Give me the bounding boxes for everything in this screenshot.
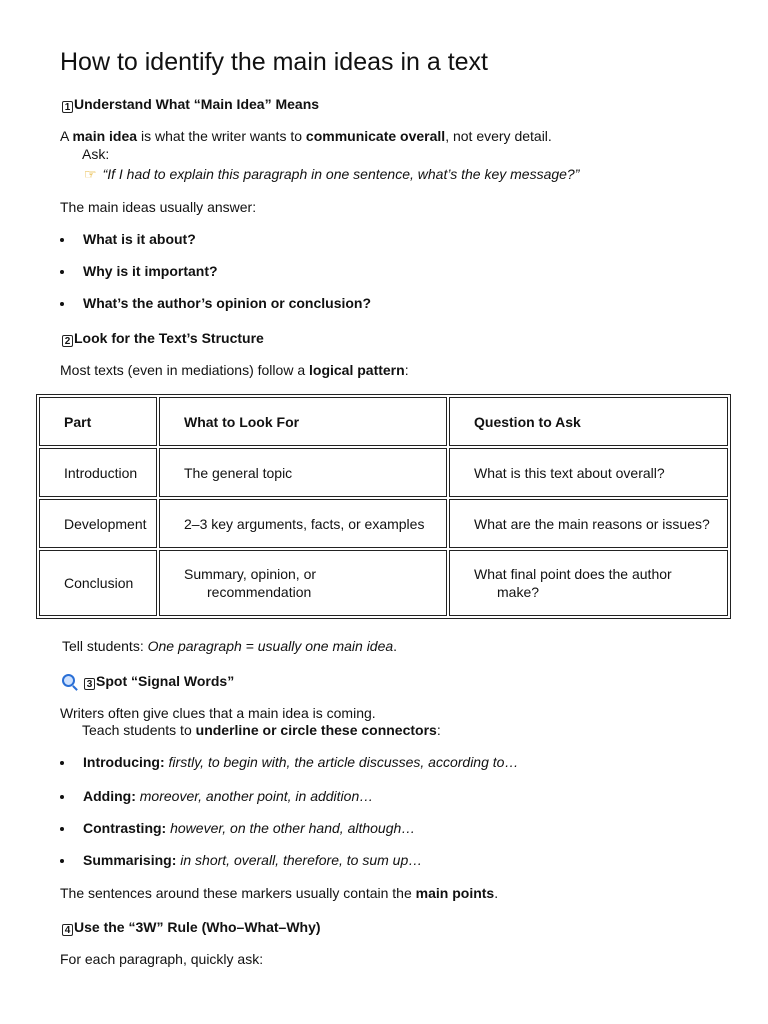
page-title: How to identify the main ideas in a text — [60, 48, 489, 76]
table-cell: What is this text about overall? — [449, 448, 728, 497]
section-4-intro: For each paragraph, quickly ask: — [60, 951, 264, 967]
section-1-heading-text: Understand What “Main Idea” Means — [74, 96, 320, 112]
table-header-cell: Question to Ask — [449, 397, 728, 446]
bullet-icon — [60, 270, 64, 274]
document-page: How to identify the main ideas in a text 1 Understand What “Main Idea” Means A main idea is what the writer wants to communicate overall, not every detail. Ask: ☞ “If I had to explain this paragraph in one sentence, what’s the key message?” The main ideas usually answer: What is it about? Why is it important? What’s the author’s opinion or conclusion? 2 Look for the Text’s Structure Most texts (even in mediations) follow a logical pattern: Part What to Look For Question to Ask Introduction The general topic What is this text about overall? Development 2–3 key arguments, facts, or examples What are the main reasons or issues? Conclusion Summary, opinion, or recommendation What final point does the author make? Tell students: One paragraph = usually one main idea. 3 Spot “Signal Words” Writers often give clues that a main idea is coming. Teach students to underline or circle these connectors: Introducing: firstly, to begin with, the article discusses, according to… Adding: moreover, another point, in addition… Contrasting: however, on the other hand, although… Summarising: in short, overall, therefore, to sum up… The sentences around these markers usually contain the main points. 4 Use the “3W” Rule (Who–What–Why) For each paragraph, quickly ask: — [0, 0, 768, 1024]
pointing-hand-icon: ☞ — [84, 166, 97, 182]
section-2-heading — [62, 330, 264, 347]
keycap-number-icon: 1 — [62, 101, 73, 113]
bullet-icon — [60, 859, 64, 863]
table-cell: Conclusion — [39, 550, 157, 616]
section-3-heading — [62, 673, 234, 690]
answer-intro: The main ideas usually answer: — [60, 199, 257, 215]
structure-table — [36, 394, 731, 619]
signal-words-closing: The sentences around these markers usually contain the main points. — [60, 885, 499, 901]
table-cell: The general topic — [159, 448, 447, 497]
teach-students-line: Teach students to underline or circle these connectors: — [82, 722, 441, 738]
bullet-icon — [60, 302, 64, 306]
table-header-row — [39, 397, 728, 446]
bullet-icon — [60, 795, 64, 799]
magnifying-glass-icon — [62, 674, 75, 687]
signal-words-intro: Writers often give clues that a main idea is coming. — [60, 705, 376, 721]
table-header-cell: What to Look For — [159, 397, 447, 446]
keycap-number-icon: 4 — [62, 924, 73, 936]
table-cell: What are the main reasons or issues? — [449, 499, 728, 548]
table-cell: Summary, opinion, or recommendation — [159, 550, 447, 616]
bullet-icon — [60, 827, 64, 831]
bullet-icon — [60, 238, 64, 242]
table-header-cell: Part — [39, 397, 157, 446]
bullet-icon — [60, 761, 64, 765]
section-4-heading-text: Use the “3W” Rule (Who–What–Why) — [74, 919, 321, 935]
section-1-heading — [62, 96, 319, 113]
section-1-intro: A main idea is what the writer wants to communicate overall, not every detail. — [60, 128, 552, 144]
table-cell: Development — [39, 499, 157, 548]
keycap-number-icon: 3 — [84, 678, 95, 690]
table-row — [39, 448, 728, 497]
table-cell: 2–3 key arguments, facts, or examples — [159, 499, 447, 548]
section-3-heading-text: Spot “Signal Words” — [96, 673, 235, 689]
table-cell: Introduction — [39, 448, 157, 497]
section-2-heading-text: Look for the Text’s Structure — [74, 330, 264, 346]
keycap-number-icon: 2 — [62, 335, 73, 347]
section-2-intro: Most texts (even in mediations) follow a logical pattern: — [60, 362, 409, 378]
table-row — [39, 550, 728, 616]
section-4-heading — [62, 919, 321, 936]
tell-students-note: Tell students: One paragraph = usually one main idea. — [62, 638, 398, 654]
key-message-quote: ☞ “If I had to explain this paragraph in one sentence, what’s the key message?” — [84, 166, 580, 182]
table-row — [39, 499, 728, 548]
table-cell: What final point does the author make? — [449, 550, 728, 616]
ask-label: Ask: — [82, 146, 110, 162]
